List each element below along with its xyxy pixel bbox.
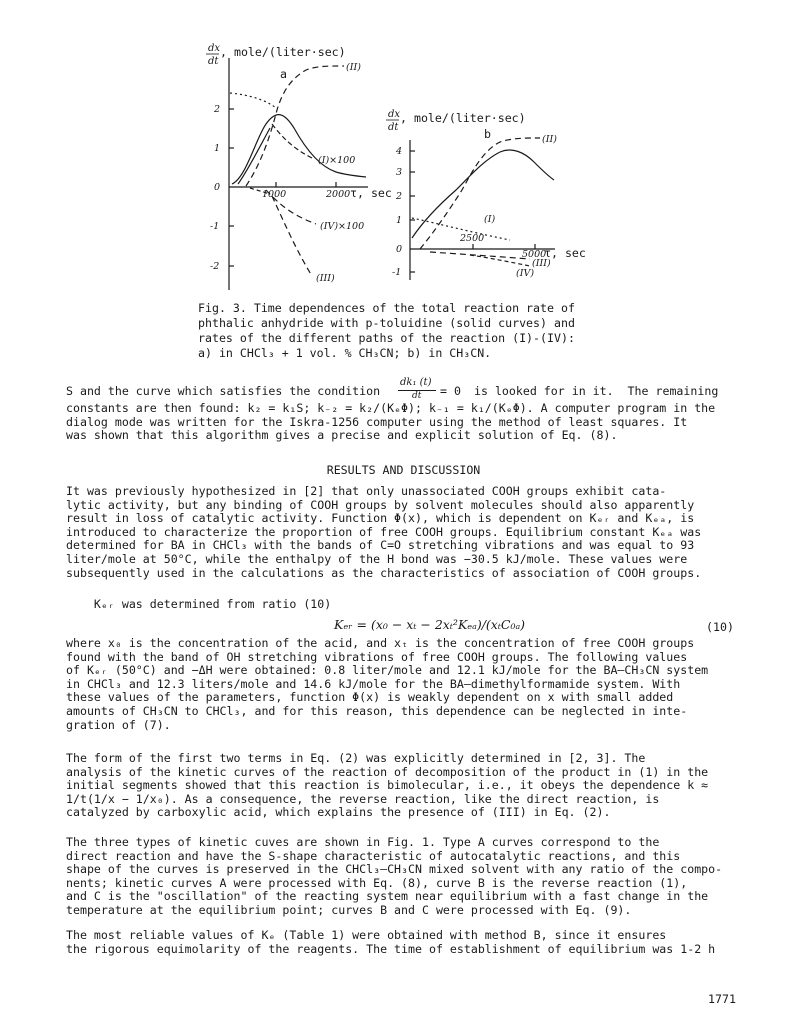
panel-a-curve-I — [272, 124, 312, 158]
panel-a-curve-III — [272, 196, 312, 276]
svg-text:(II): (II) — [542, 134, 557, 145]
intro-line-1b: is looked for in it. The remaining — [474, 384, 719, 398]
svg-text:, mole/(liter·sec): , mole/(liter·sec) — [400, 111, 526, 125]
panel-a-solid-curve-lower — [238, 128, 270, 184]
svg-text:τ, sec: τ, sec — [544, 246, 586, 260]
section-heading: RESULTS AND DISCUSSION — [326, 463, 481, 477]
page-number: 1771 — [708, 992, 736, 1006]
panel-a-curve-II — [246, 66, 344, 186]
panel-a-label: a — [280, 67, 287, 81]
svg-text:1: 1 — [396, 215, 403, 226]
panel-b-curve-III — [430, 252, 530, 259]
equation-10: Kₑᵣ = (x₀ − xₜ − 2xₜ²Kₑₐ)/(xₜC₀ₐ) — [334, 617, 526, 632]
svg-text:(I): (I) — [484, 214, 496, 225]
panel-b-total-rate-curve — [412, 150, 554, 238]
svg-text:-2: -2 — [210, 261, 220, 272]
condition-eq: = 0 — [440, 384, 461, 398]
intro-paragraph: constants are then found: k₂ = k₁S; k₋₂ = k₂/(KₑΦ); k₋₁ = k₁/(KₑΦ). A computer program in the dialog mode was written for the Iskra-1256 computer using the method of least squares. It was shown that this algorithm gives a precise and explicit solution of Eq. (8). — [66, 401, 716, 443]
paragraph-6: The most reliable values of Kₑ (Table 1) were obtained with method B, since it ensures the rigorous equimolarity of the reagents. The time of establishment of equilibrium was 1-2 h — [66, 928, 716, 956]
svg-text:2000: 2000 — [326, 189, 351, 200]
panel-a-ylabel-units: , mole/(liter·sec) — [220, 45, 346, 59]
panel-a-total-rate-curve — [232, 115, 366, 184]
panel-a-curve-I-label: (I)×100 — [318, 155, 356, 166]
panel-a-ylabel-den: dt — [208, 56, 219, 67]
intro-line-1a: S and the curve which satisfies the condition — [66, 384, 381, 398]
panel-a-curve-II-label: (II) — [346, 62, 361, 73]
svg-text:1000: 1000 — [262, 189, 287, 200]
svg-text:(IV): (IV) — [516, 268, 535, 279]
svg-text:4: 4 — [396, 146, 403, 157]
paragraph-2: Kₑᵣ was determined from ratio (10) — [66, 597, 332, 611]
svg-text:2: 2 — [396, 191, 403, 202]
panel-a-dotted-curve — [230, 93, 276, 108]
svg-text:dx: dx — [388, 109, 401, 120]
panel-b-label: b — [484, 127, 491, 141]
svg-text:0: 0 — [214, 182, 221, 193]
condition-denominator: dt — [412, 391, 422, 401]
svg-text:-1: -1 — [210, 221, 220, 232]
svg-text:(III): (III) — [532, 258, 551, 269]
figure-3 — [0, 0, 807, 300]
svg-text:2: 2 — [214, 104, 221, 115]
paragraph-4: The form of the first two terms in Eq. (2) was explicitly determined in [2, 3]. The analysis of the kinetic curves of the reaction of decomposition of the product in (1) in the initial segments showed that this reaction is bimolecular, i.e., it obeys the dependence k ≈ 1/t(1/x − 1/x₀). As a consequence, the reverse reaction, like the direct reaction, is catalyzed by carboxylic acid, which explains the presence of (III) in Eq. (2). — [66, 751, 709, 820]
paragraph-1: It was previously hypothesized in [2] that only unassociated COOH groups exhibit cata- lytic activity, but any binding of COOH groups by solvent molecules should also apparently result in loss of catalytic activity. Function Φ(x), which is dependent on Kₑᵣ and Kₑₐ, is introduced to characterize the proportion of free COOH groups. Equilibrium constant Kₑₐ was determined for BA in CHCl₃ with the bands of C=O stretching vibrations and was equal to 93 liter/mole at 50°C, while the enthalpy of the H bond was −30.5 kJ/mole. These values were subsequently used in the calculations as the characteristics of association of COOH groups. — [66, 484, 702, 580]
paragraph-3: where x₀ is the concentration of the acid, and xₜ is the concentration of free COOH groups found with the band of OH stretching vibrations of free COOH groups. The following values of Kₑᵣ (50°C) and −ΔH were obtained: 0.8 liter/mole and 12.1 kJ/mole for the BA–CH₃CN system in CHCl₃ and 12.3 liters/mole and 14.6 kJ/mole for the BA–dimethylformamide system. With these values of the parameters, function Φ(x) is weakly dependent on x with small added amounts of CH₃CN to CHCl₃, and for this reason, this dependence can be neglected in inte- gration of (7). — [66, 636, 709, 732]
panel-a-ylabel-num: dx — [208, 43, 221, 54]
svg-text:5000: 5000 — [522, 249, 547, 260]
svg-text:0: 0 — [396, 244, 403, 255]
paragraph-5: The three types of kinetic cuves are shown in Fig. 1. Type A curves correspond to the direct reaction and have the S-shape characteristic of autocatalytic reactions, and this shape of the curves is preserved in the CHCl₃–CH₃CN mixed solvent with any ratio of the compo- nents; kinetic curves A were processed with Eq. (8), curve B is the reverse reaction (1), and C is the "oscillation" of the reacting system near equilibrium with a fast change in the temperature at the equilibrium point; curves B and C were processed with Eq. (9). — [66, 835, 723, 917]
figure-caption: Fig. 3. Time dependences of the total reaction rate of phthalic anhydride with p-toluidine (solid curves) and rates of the different paths of the reaction (I)-(IV): a) in CHCl₃ + 1 vol. % CH₃CN; b) in CH₃CN. — [198, 301, 575, 360]
panel-a-xunit: τ, sec — [350, 186, 392, 200]
svg-text:1: 1 — [214, 143, 221, 154]
condition-numerator: dk₁ (t) — [400, 377, 432, 388]
svg-text:-1: -1 — [392, 267, 402, 278]
svg-text:3: 3 — [396, 167, 403, 178]
panel-a-curve-IV-label: (IV)×100 — [320, 221, 365, 232]
equation-10-number: (10) — [706, 620, 734, 634]
svg-text:dt: dt — [388, 122, 399, 133]
panel-a-curve-III-label: (III) — [316, 273, 335, 284]
svg-text:2500: 2500 — [460, 233, 485, 244]
